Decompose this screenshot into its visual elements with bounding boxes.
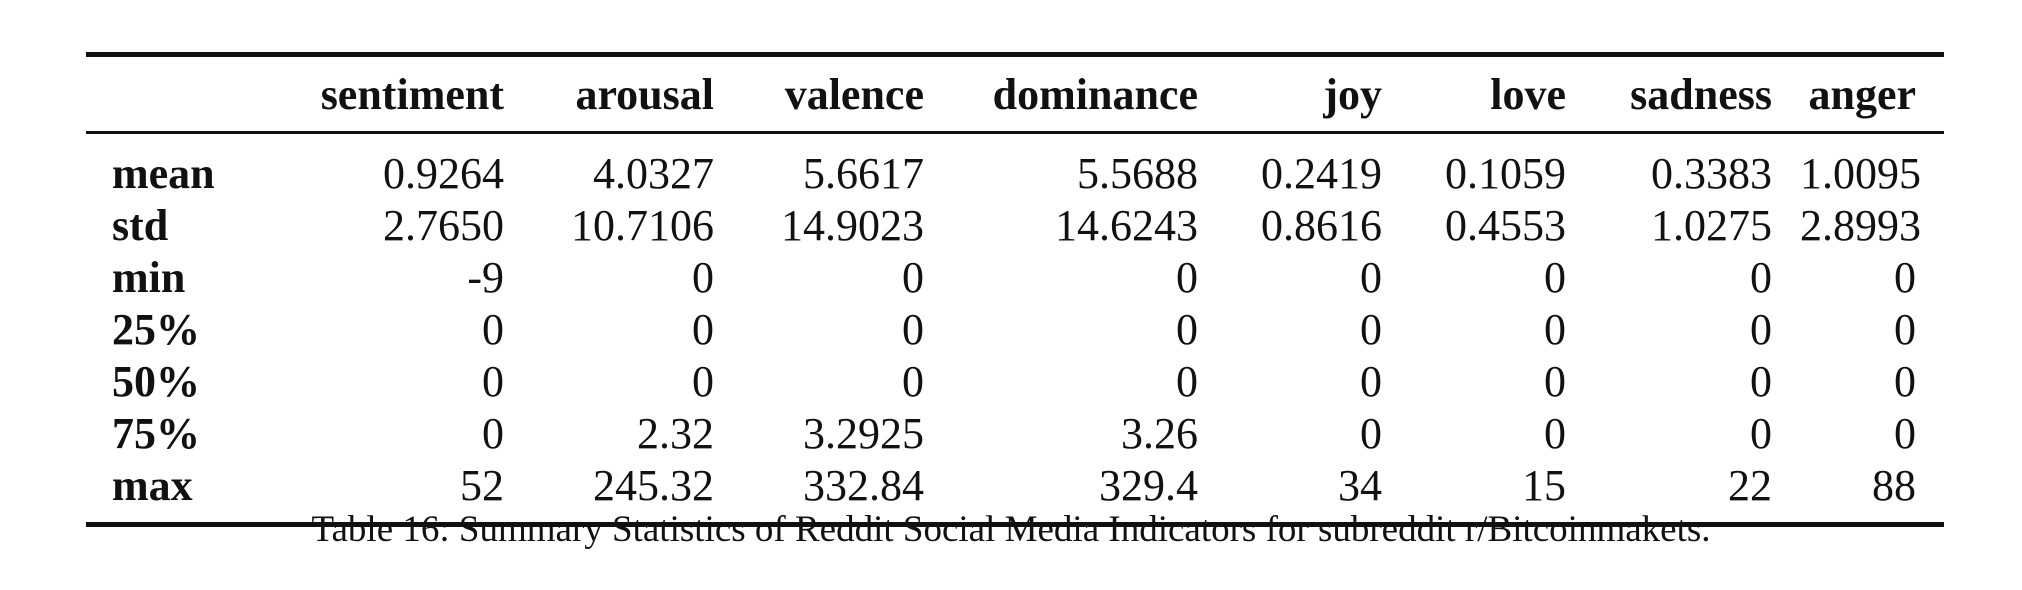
table-cell: 2.7650 <box>383 201 504 250</box>
table-cell: 10.7106 <box>571 201 714 250</box>
table-cell: -9 <box>467 253 504 302</box>
table-cell: 0 <box>1894 409 1916 458</box>
header-stub <box>86 55 314 133</box>
table-cell: 1.0095 <box>1800 149 1921 198</box>
table-cell: 0 <box>902 305 924 354</box>
table-cell: 0 <box>1894 357 1916 406</box>
row-label: mean <box>112 149 215 198</box>
table-cell: 0 <box>482 409 504 458</box>
header-anger: anger <box>1808 69 1916 119</box>
table-cell: 15 <box>1522 461 1566 510</box>
table-cell: 0 <box>1750 409 1772 458</box>
table-cell: 3.26 <box>1121 409 1198 458</box>
table-cell: 332.84 <box>803 461 924 510</box>
table-cell: 245.32 <box>593 461 714 510</box>
table-cell: 0 <box>1544 409 1566 458</box>
table-cell: 0 <box>1360 253 1382 302</box>
header-joy: joy <box>1323 69 1382 119</box>
table-cell: 5.6617 <box>803 149 924 198</box>
table-cell: 329.4 <box>1099 461 1198 510</box>
table-row-std <box>86 200 1944 252</box>
table-cell: 0 <box>1544 305 1566 354</box>
table-cell: 14.9023 <box>781 201 924 250</box>
table-header-row <box>86 55 1944 133</box>
table-cell: 0 <box>1894 253 1916 302</box>
table-cell: 0 <box>1360 305 1382 354</box>
table-cell: 0 <box>1360 409 1382 458</box>
table-caption: Table 16: Summary Statistics of Reddit Social Media Indicators for subreddit r/Bitcoinmakets. <box>311 509 1711 550</box>
header-dominance: dominance <box>992 69 1198 119</box>
row-label: std <box>112 201 169 250</box>
table-cell: 0 <box>692 253 714 302</box>
table-cell: 0 <box>1894 305 1916 354</box>
table-cell: 0 <box>1750 305 1772 354</box>
table-cell: 0 <box>1360 357 1382 406</box>
table-cell: 3.2925 <box>803 409 924 458</box>
table-cell: 22 <box>1728 461 1772 510</box>
table-cell: 0 <box>1176 253 1198 302</box>
table-cell: 34 <box>1338 461 1382 510</box>
table-row-75pct <box>86 408 1944 460</box>
table-cell: 0 <box>1544 357 1566 406</box>
table-cell: 0.3383 <box>1651 149 1772 198</box>
row-label: 75% <box>112 409 200 458</box>
table-cell: 2.8993 <box>1800 201 1921 250</box>
table-cell: 2.32 <box>637 409 714 458</box>
table-cell: 0 <box>1750 357 1772 406</box>
table-cell: 0 <box>1176 305 1198 354</box>
table-cell: 0 <box>1750 253 1772 302</box>
table-cell: 0.4553 <box>1445 201 1566 250</box>
header-valence: valence <box>784 69 924 119</box>
table-cell: 52 <box>460 461 504 510</box>
header-sadness: sadness <box>1630 69 1772 119</box>
header-sentiment: sentiment <box>320 69 504 119</box>
table-row-25pct <box>86 304 1944 356</box>
table-cell: 0.9264 <box>383 149 504 198</box>
table-row-50pct <box>86 356 1944 408</box>
table-row-mean <box>86 133 1944 201</box>
table-cell: 0 <box>692 357 714 406</box>
table-cell: 0 <box>902 357 924 406</box>
table-cell: 0.1059 <box>1445 149 1566 198</box>
table-cell: 0 <box>692 305 714 354</box>
table-cell: 1.0275 <box>1651 201 1772 250</box>
table-cell: 5.5688 <box>1077 149 1198 198</box>
table-cell: 4.0327 <box>593 149 714 198</box>
summary-statistics-table-container <box>86 52 1944 527</box>
row-label: min <box>112 253 186 302</box>
header-arousal: arousal <box>575 69 714 119</box>
table-cell: 0.8616 <box>1261 201 1382 250</box>
row-label: 50% <box>112 357 200 406</box>
table-cell: 0.2419 <box>1261 149 1382 198</box>
table-cell: 88 <box>1872 461 1916 510</box>
table-cell: 0 <box>1544 253 1566 302</box>
row-label: max <box>112 461 193 510</box>
table-cell: 0 <box>1176 357 1198 406</box>
table-cell: 14.6243 <box>1055 201 1198 250</box>
table-row-min <box>86 252 1944 304</box>
table-cell: 0 <box>902 253 924 302</box>
table-cell: 0 <box>482 305 504 354</box>
header-love: love <box>1490 69 1566 119</box>
table-cell: 0 <box>482 357 504 406</box>
row-label: 25% <box>112 305 200 354</box>
summary-statistics-table <box>86 52 1944 527</box>
